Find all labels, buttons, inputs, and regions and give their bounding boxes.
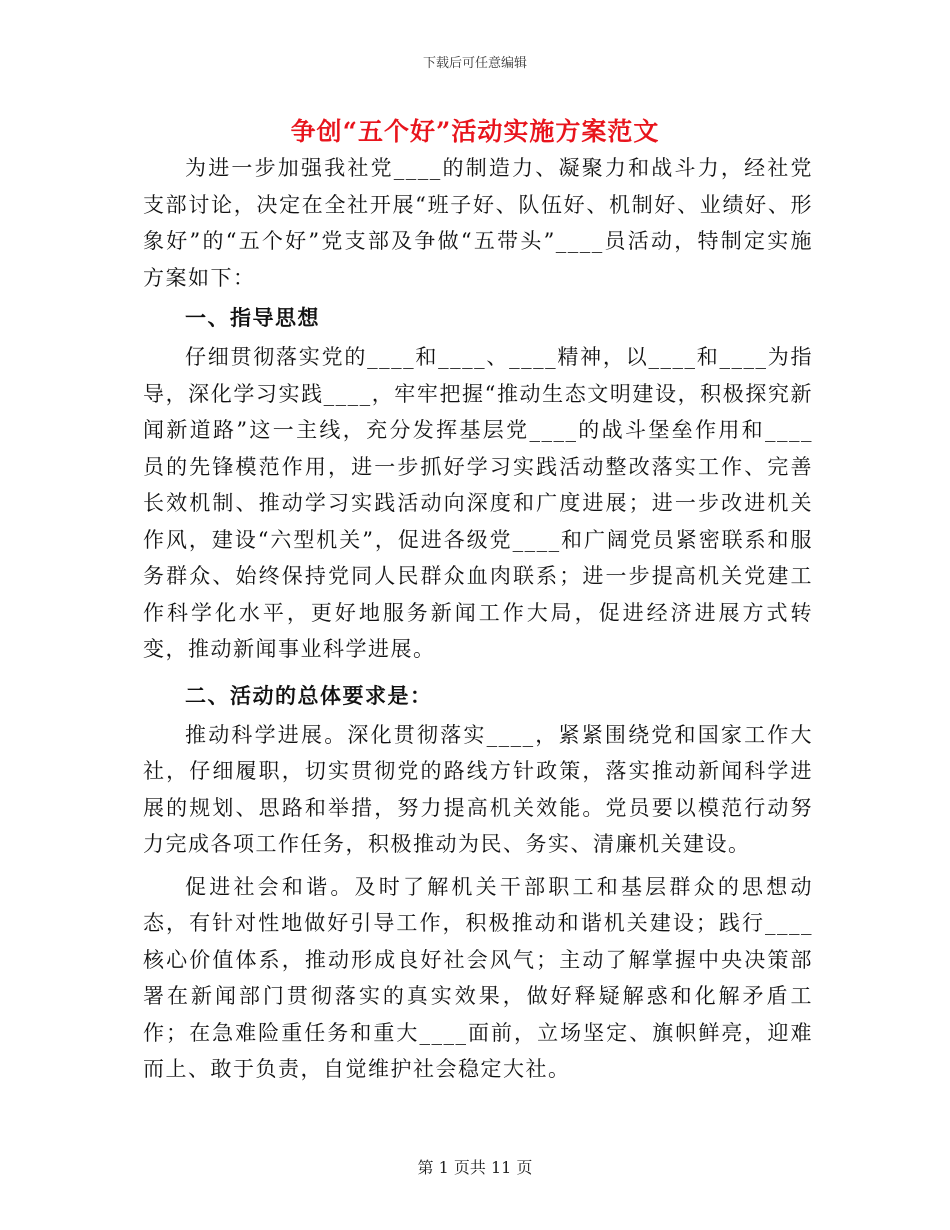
requirement-paragraph-science: 推动科学进展。深化贯彻落实____，紧紧围绕党和国家工作大社，仔细履职，切实贯彻党的路线方针政策，落实推动新闻科学进展的规划、思路和举措，努力提高机关效能。党员要以模范行动努力完成各项工作任务，积极推动为民、务实、清廉机关建设。	[143, 722, 813, 856]
guiding-thought-paragraph: 仔细贯彻落实党的____和____、____精神，以____和____为指导，深化学习实践____，牢牢把握“推动生态文明建设，积极探究新闻新道路”这一主线，充分发挥基层党____的战斗堡垒作用和____员的先锋模范作用，进一步抓好学习实践活动整改落实工作、完善长效机制、推动学习实践活动向深度和广度进展；进一步改进机关作风，建设“六型机关”，促进各级党____和广阔党员紧密联系和服务群众、始终保持党同人民群众血肉联系；进一步提高机关党建工作科学化水平，更好地服务新闻工作大局，促进经济进展方式转变，推动新闻事业科学进展。	[143, 345, 813, 661]
document-title: 争创“五个好”活动实施方案范文	[290, 117, 660, 146]
page-footer: 第 1 页共 11 页	[417, 1158, 533, 1177]
section-heading-guiding-thought: 一、指导思想	[185, 305, 320, 330]
header-note: 下载后可任意编辑	[422, 56, 527, 71]
requirement-paragraph-harmony: 促进社会和谐。及时了解机关干部职工和基层群众的思想动态，有针对性地做好引导工作，积极推动和谐机关建设；践行____核心价值体系，推动形成良好社会风气；主动了解掌握中央决策部署在新闻部门贯彻落实的真实效果，做好释疑解惑和化解矛盾工作；在急难险重任务和重大____面前，立场坚定、旗帜鲜亮，迎难而上、敢于负责，自觉维护社会稳定大社。	[143, 874, 813, 1081]
section-heading-overall-requirements: 二、活动的总体要求是：	[185, 682, 433, 708]
intro-paragraph: 为进一步加强我社党____的制造力、凝聚力和战斗力，经社党支部讨论，决定在全社开展“班子好、队伍好、机制好、业绩好、形象好”的“五个好”党支部及争做“五带头”____员活动，特制定实施方案如下：	[143, 156, 813, 290]
document-body	[143, 150, 813, 1088]
